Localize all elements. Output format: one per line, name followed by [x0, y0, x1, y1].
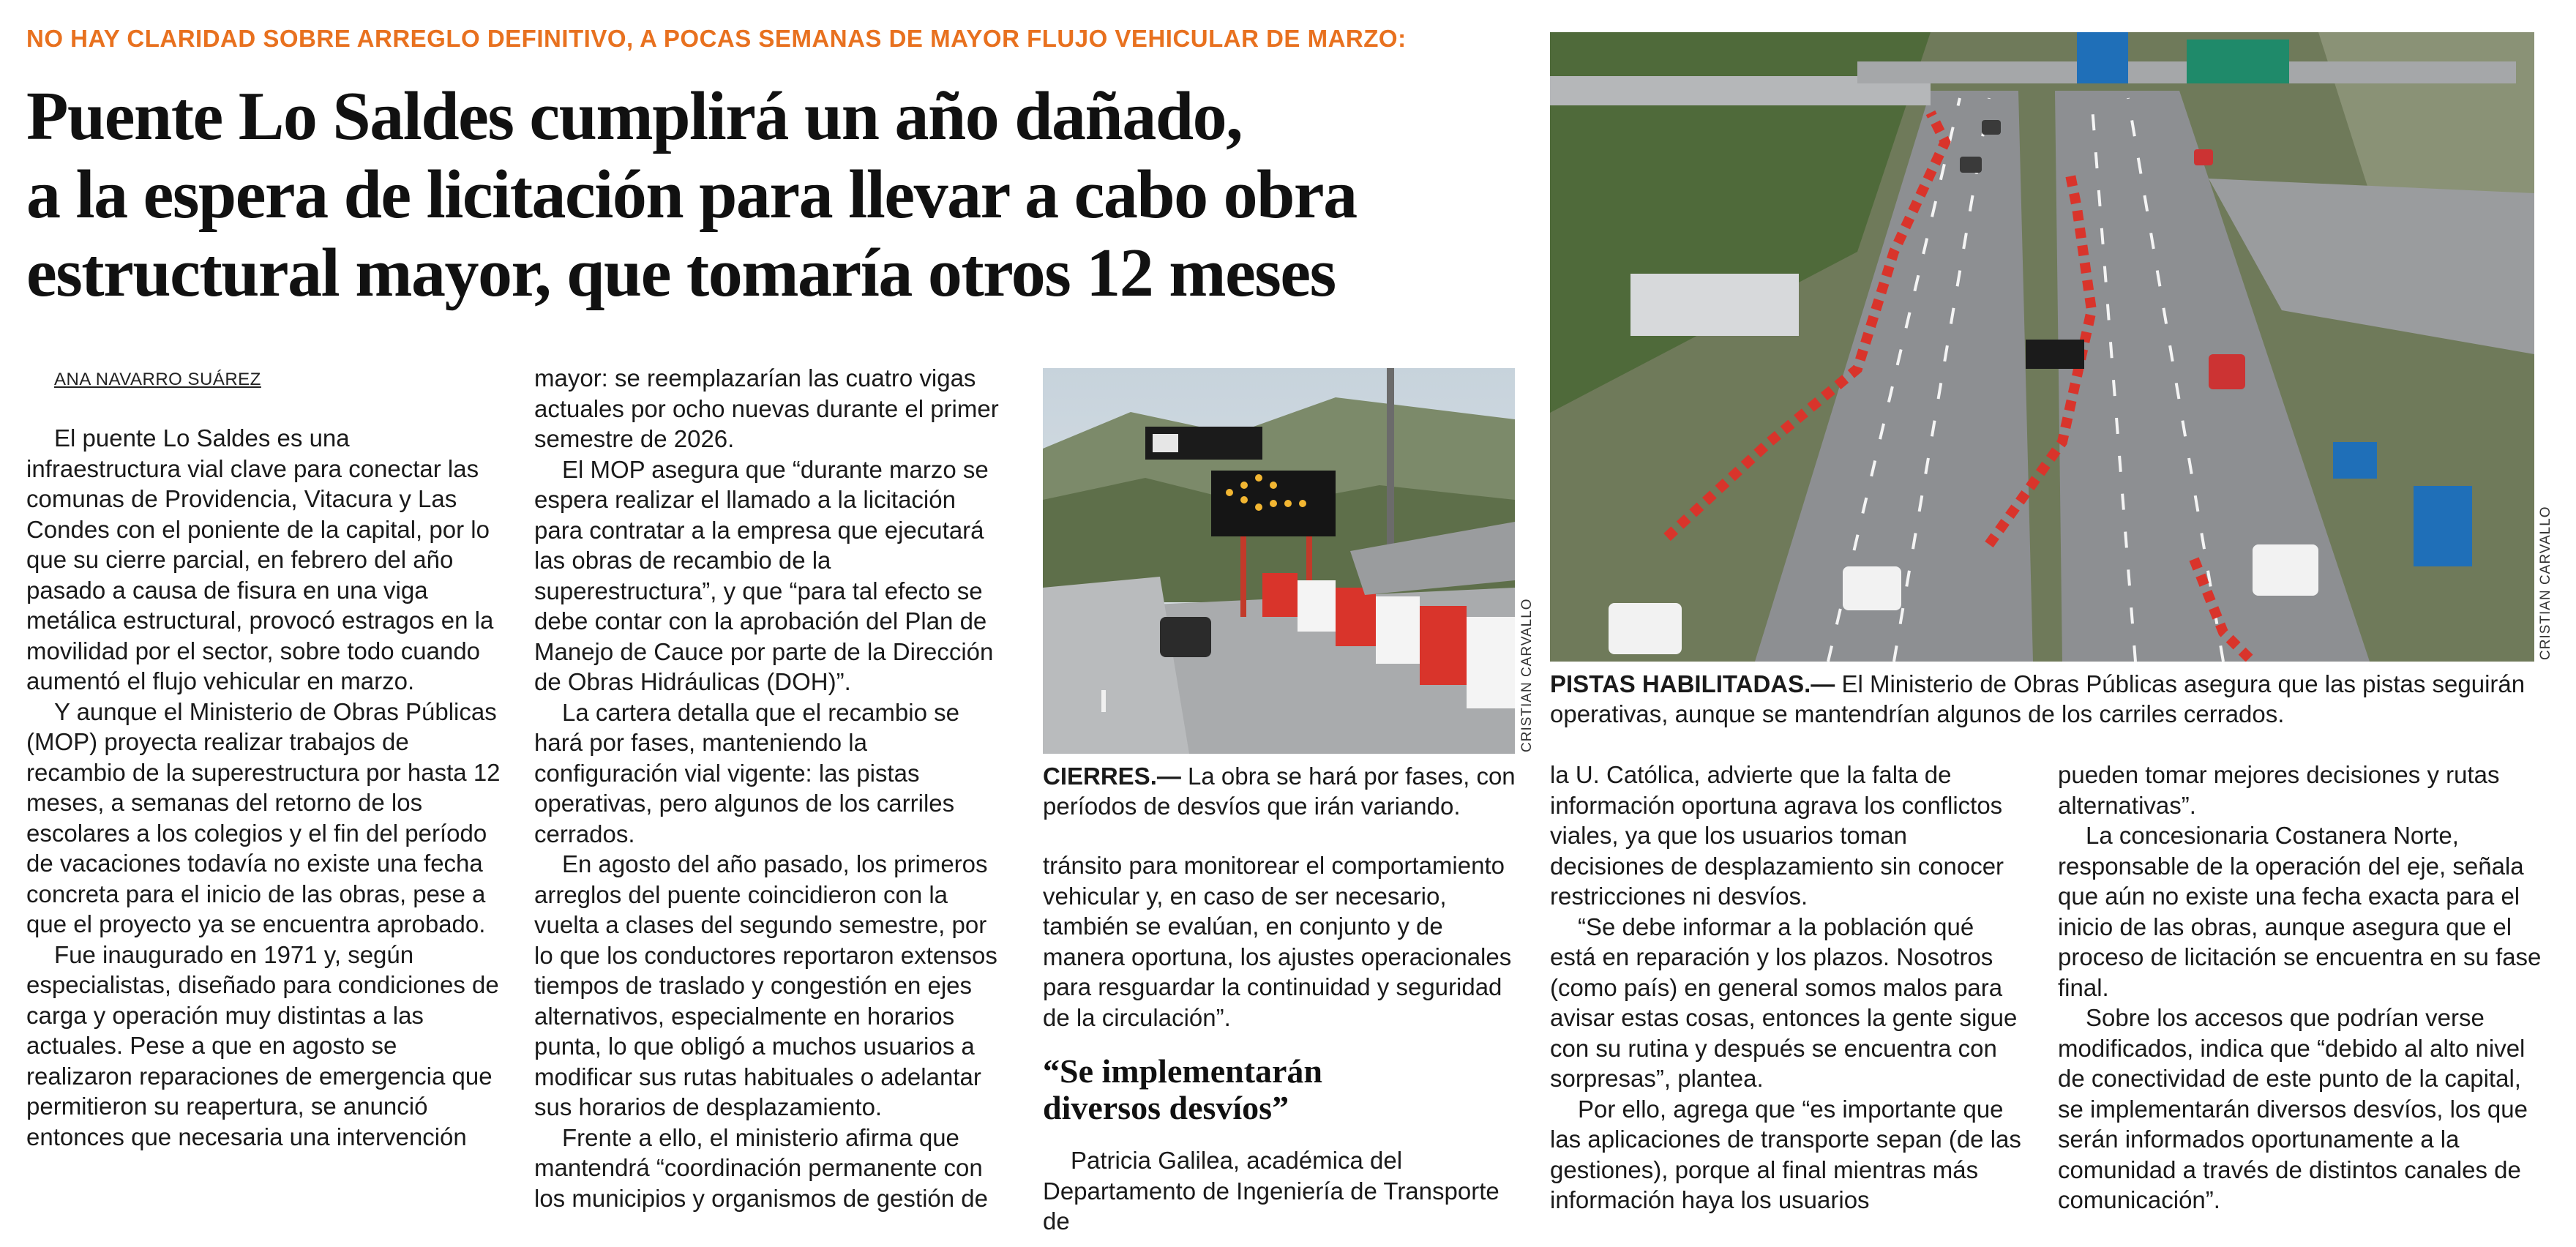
section-subhead — [1043, 1053, 1515, 1126]
subhead-line: “Se implementarán — [1043, 1052, 1323, 1090]
photo-credit-small: CRISTIAN CARVALLO — [1519, 598, 1535, 752]
caption-text: El Ministerio de Obras Públicas asegura que las pistas seguirán operativas, aunque se mantendrían algunos de los carriles cerrados. — [1550, 670, 2526, 727]
paragraph: “Se debe informar a la población qué está en reparación y los plazos. Nosotros (como país) en general somos malos para avisar estas cosas, entonces la gente sigue con su rutina y después se encuentra con sorpresas”, plantea. — [1550, 913, 2018, 1092]
paragraph: la U. Católica, advierte que la falta de información oportuna agrava los conflictos viales, ya que los usuarios toman decisiones de desplazamiento sin conocer restricciones ni desvíos. — [1550, 761, 2004, 910]
paragraph: La concesionaria Costanera Norte, responsable de la operación del eje, señala que aún no existe una fecha exacta para el inicio de las obras, aunque asegura que el proceso de licitación se encuentra en su fase final. — [2058, 822, 2542, 1001]
paragraph: El MOP asegura que “durante marzo se espera realizar el llamado a la licitación para contratar a la empresa que ejecutará las obras de recambio de la superestructura”, y que “para tal efecto se debe contar con la aprobación del Plan de Manejo de Cauce por parte de la Dirección de Obras Hidráulicas (DOH)”. — [534, 455, 994, 695]
caption-lead: CIERRES.— — [1043, 763, 1181, 790]
headline-line: a la espera de licitación para llevar a cabo obra — [26, 157, 1357, 233]
paragraph: tránsito para monitorear el comportamiento vehicular y, en caso de ser necesario, también se evalúan, en conjunto y de manera oportuna, los ajustes operacionales para resguardar la continuidad y seguridad de la circulación”. — [1043, 852, 1512, 1031]
caption-lead: PISTAS HABILITADAS.— — [1550, 670, 1835, 697]
paragraph: Frente a ello, el ministerio afirma que mantendrá “coordinación permanente con los municipios y organismos de gestión de — [534, 1123, 988, 1212]
article-headline — [26, 78, 1527, 312]
paragraph: pueden tomar mejores decisiones y rutas alternativas”. — [2058, 761, 2500, 819]
text-column-4 — [1550, 760, 2026, 1216]
subhead-line: diversos desvíos” — [1043, 1089, 1289, 1126]
paragraph: En agosto del año pasado, los primeros arreglos del puente coincidieron con la vuelta a clases del segundo semestre, por lo que los conductores reportaron extensos tiempos de traslado y congestión en ejes alternativos, especialmente en horarios punta, lo que obligó a muchos usuarios a modificar sus rutas habituales o adelantar sus horarios de desplazamiento. — [534, 850, 997, 1120]
paragraph: Por ello, agrega que “es importante que las aplicaciones de transporte sepan (de las gestiones), porque al final mientras más información haya los usuarios — [1550, 1095, 2021, 1213]
photo-credit-large: CRISTIAN CARVALLO — [2538, 506, 2553, 660]
caption-cierres — [1043, 761, 1526, 821]
paragraph: Patricia Galilea, académica del Departamento de Ingeniería de Transporte de — [1043, 1147, 1499, 1235]
paragraph: mayor: se reemplazarían las cuatro vigas actuales por ocho nuevas durante el primer semestre de 2026. — [534, 364, 999, 452]
text-column-5 — [2058, 760, 2545, 1216]
paragraph: El puente Lo Saldes es una infraestructura vial clave para conectar las comunas de Providencia, Vitacura y Las Condes con el poniente de la capital, por lo que su cierre parcial, en febrero del año pasado a causa de fisura en una viga metálica estructural, provocó estragos en la movilidad por el sector, sobre todo cuando aumentó el flujo vehicular en marzo. — [26, 424, 494, 694]
text-column-3 — [1043, 850, 1515, 1237]
article-kicker: NO HAY CLARIDAD SOBRE ARREGLO DEFINITIVO, A POCAS SEMANAS DE MAYOR FLUJO VEHICULAR DE MARZO: — [26, 25, 1407, 52]
paragraph: Sobre los accesos que podrían verse modificados, indica que “debido al alto nivel de conectividad de este punto de la capital, se implementarán diversos desvíos, los que serán informados oportunamente a la comunidad a través de distintos canales de comunicación”. — [2058, 1004, 2528, 1213]
paragraph: Fue inaugurado en 1971 y, según especialistas, diseñado para condiciones de carga y operación muy distintas a las actuales. Pese a que en agosto se realizaron reparaciones de emergencia que permitieron su reapertura, se anunció entonces que necesaria una intervención — [26, 940, 499, 1150]
caption-text: La obra se hará por fases, con períodos de desvíos que irán variando. — [1043, 763, 1516, 820]
headline-line: Puente Lo Saldes cumplirá un año dañado, — [26, 78, 1243, 154]
text-column-1 — [26, 423, 509, 1152]
caption-pistas — [1550, 669, 2545, 729]
paragraph: La cartera detalla que el recambio se hará por fases, manteniendo la configuración vial vigente: las pistas operativas, pero algunos de los carriles cerrados. — [534, 698, 959, 847]
photo-pistas — [1550, 32, 2534, 662]
headline-line: estructural mayor, que tomaría otros 12 meses — [26, 235, 1336, 311]
article-byline: ANA NAVARRO SUÁREZ — [54, 370, 261, 389]
photo-cierres — [1043, 368, 1515, 754]
text-column-2 — [534, 363, 1006, 1213]
paragraph: Y aunque el Ministerio de Obras Públicas (MOP) proyecta realizar trabajos de recambio de la superestructura por hasta 12 meses, a semanas del retorno de los escolares a los colegios y el fin del período de vacaciones todavía no existe una fecha concreta para el inicio de las obras, pese a que el proyecto ya se encuentra aprobado. — [26, 697, 501, 937]
